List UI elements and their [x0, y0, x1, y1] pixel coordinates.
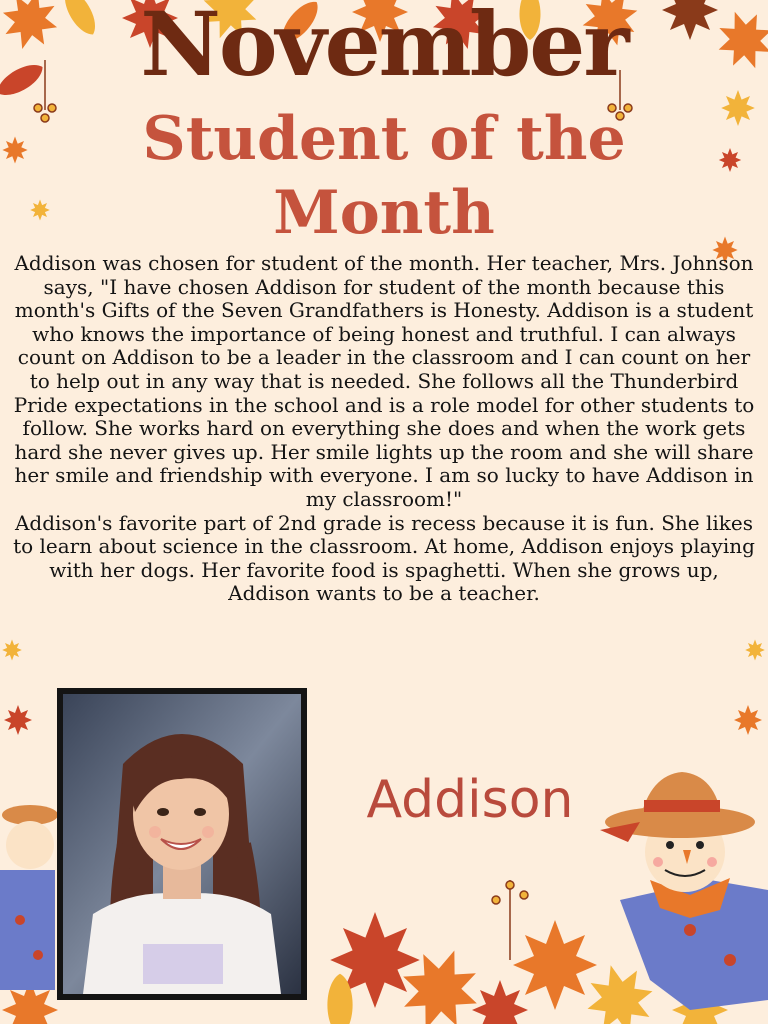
title-student-of-the-month [0, 102, 768, 250]
student-name: Addison [366, 770, 574, 830]
student-photo-frame [57, 688, 307, 1000]
title-month: November [140, 0, 628, 96]
student-description [8, 252, 760, 606]
title-line-1: Student of the [142, 104, 626, 174]
title-line-2: Month [273, 178, 495, 248]
student-photo [63, 694, 301, 994]
favorites-paragraph: Addison's favorite part of 2nd grade is recess because it is fun. She likes to learn about science in the classroom. At home, Addison enjoys playing with her dogs. Her favorite food is spaghetti. When she grows up, Addison wants to be a teacher. [13, 510, 755, 606]
teacher-quote-paragraph: Addison was chosen for student of the month. Her teacher, Mrs. Johnson says, "I have chosen Addison for student of the month because this month's Gifts of the Seven Grandfathers is Honesty. Addison is a student who knows the importance of being honest and truthful. I can always count on Addison to be a leader in the classroom and I can count on her to help out in any way that is needed. She follows all the Thunderbird Pride expectations in the school and is a role model for other students to follow. She works hard on everything she does and when the work gets hard she never gives up. Her smile lights up the room and she will share her smile and friendship with everyone. I am so lucky to have Addison in my classroom!" [13, 251, 755, 511]
